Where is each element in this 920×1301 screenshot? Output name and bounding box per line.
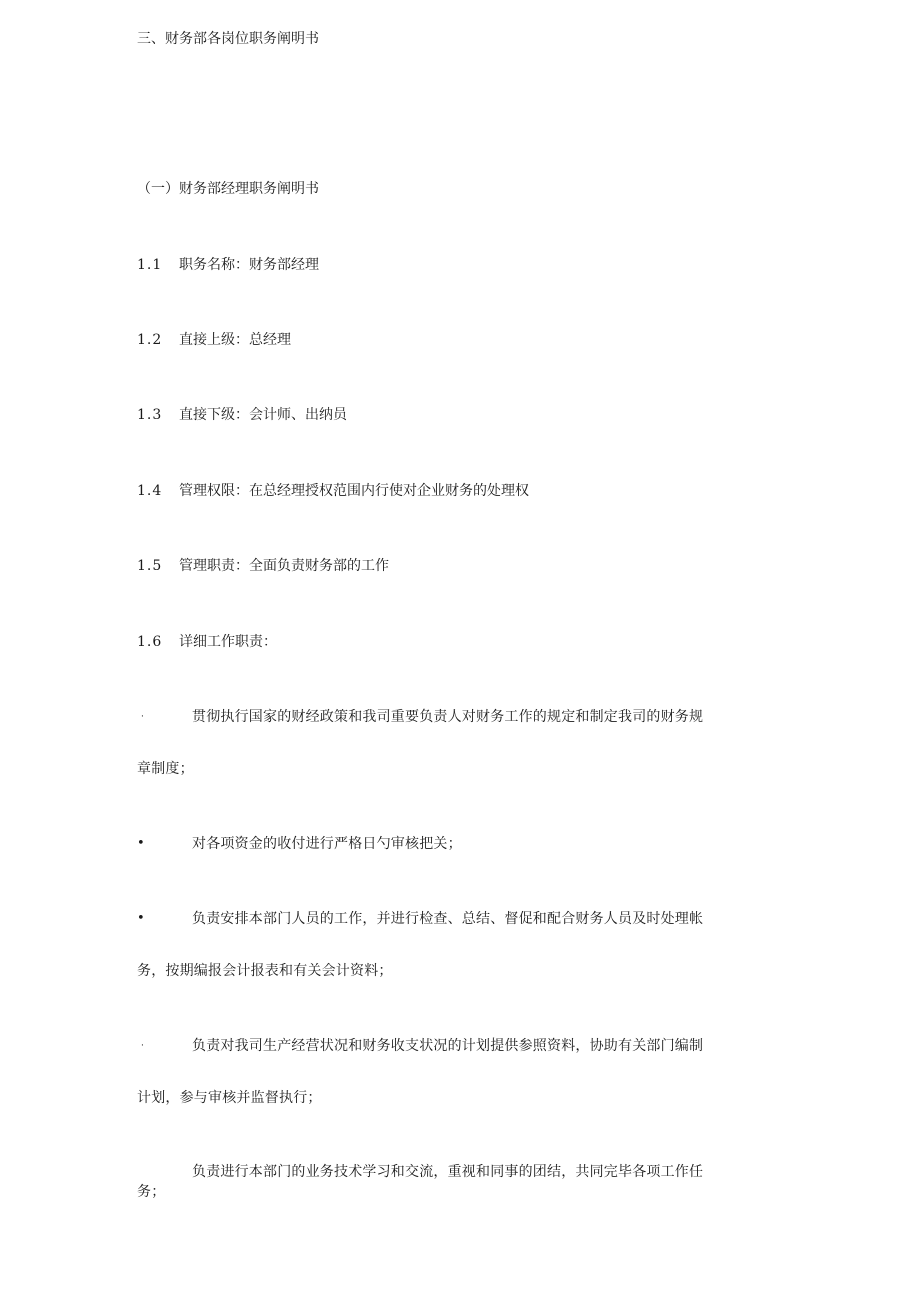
duty-1-line-2: 章制度； <box>137 761 194 777</box>
item-number: 1.6 <box>137 634 163 650</box>
item-1-2 <box>137 331 291 349</box>
item-number: 1.5 <box>137 558 163 574</box>
item-text: 直接下级：会计师、出纳员 <box>179 407 347 423</box>
item-1-3 <box>137 406 347 424</box>
duty-3-line-2: 务，按期编报会计报表和有关会计资料； <box>137 963 393 979</box>
duty-3-line-1: 负责安排本部门人员的工作，并进行检查、总结、督促和配合财务人员及时处理帐 <box>192 911 704 927</box>
duty-2-line-1: 对各项资金的收付进行严格日勺审核把关； <box>192 836 462 852</box>
item-number: 1.1 <box>137 257 163 273</box>
bullet-icon: • <box>137 911 145 926</box>
item-number: 1.2 <box>137 332 163 348</box>
item-text: 直接上级：总经理 <box>179 332 291 348</box>
item-text: 管理权限：在总经理授权范围内行使对企业财务的处理权 <box>179 483 529 499</box>
item-1-4 <box>137 482 529 500</box>
bullet-icon: · <box>141 712 144 722</box>
item-1-5 <box>137 557 389 575</box>
subsection-title: （一）财务部经理职务阐明书 <box>137 181 319 197</box>
item-number: 1.3 <box>137 407 163 423</box>
item-number: 1.4 <box>137 483 163 499</box>
duty-5-line-2: 务； <box>137 1184 166 1200</box>
bullet-icon: · <box>141 1041 144 1051</box>
duty-5-line-1: 负责进行本部门的业务技术学习和交流，重视和同事的团结，共同完毕各项工作任 <box>192 1164 704 1180</box>
item-text: 职务名称：财务部经理 <box>179 257 319 273</box>
duty-1-line-1: 贯彻执行国家的财经政策和我司重要负责人对财务工作的规定和制定我司的财务规 <box>192 709 704 725</box>
item-1-1 <box>137 256 319 274</box>
bullet-icon: • <box>137 836 145 851</box>
duty-4-line-2: 计划，参与审核并监督执行； <box>137 1090 322 1106</box>
item-text: 管理职责：全面负责财务部的工作 <box>179 558 389 574</box>
item-1-6 <box>137 633 277 651</box>
item-text: 详细工作职责： <box>179 634 277 650</box>
section-title: 三、财务部各岗位职务阐明书 <box>137 31 319 47</box>
duty-4-line-1: 负责对我司生产经营状况和财务收支状况的计划提供参照资料，协助有关部门编制 <box>192 1038 704 1054</box>
